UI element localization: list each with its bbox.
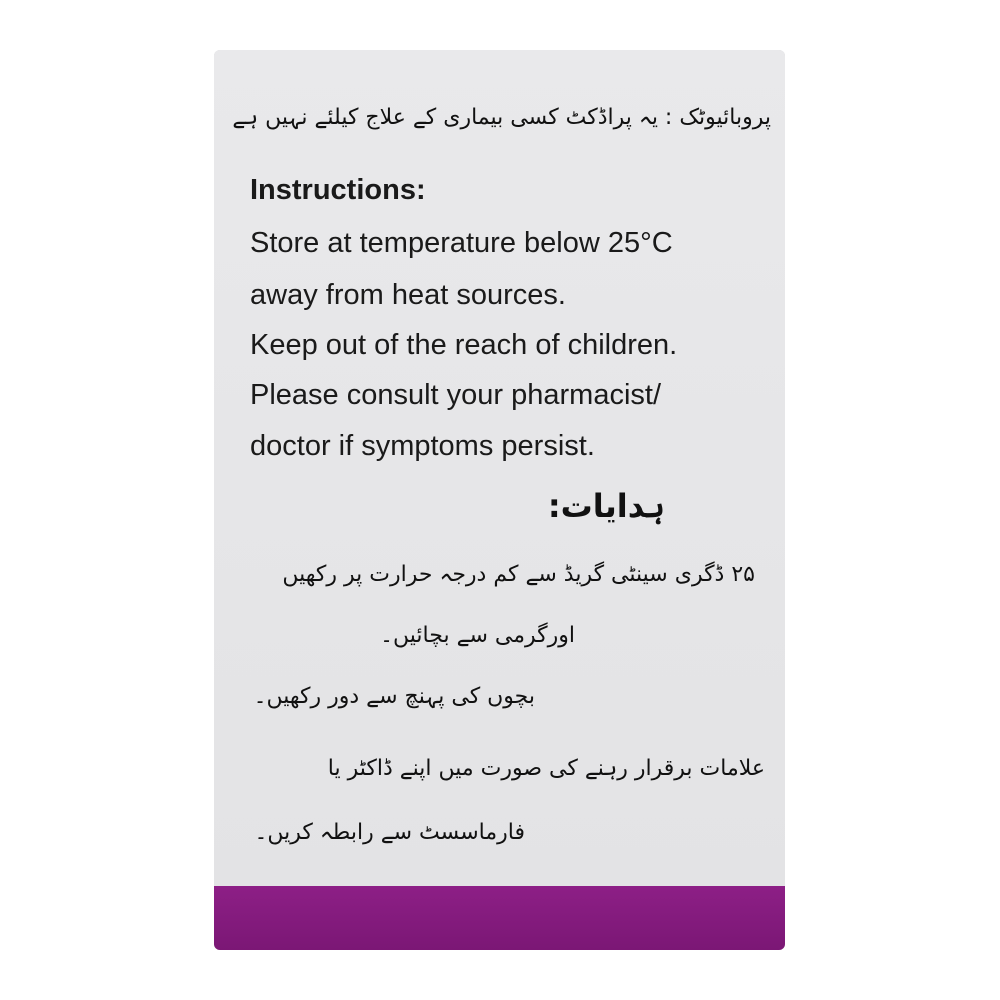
instructions-line: Please consult your pharmacist/ (250, 379, 662, 411)
urdu-instructions-line: علامات برقرار رہنے کی صورت میں اپنے ڈاکٹر یا (327, 756, 765, 781)
urdu-instructions-line: ۲۵ ڈگری سینٹی گریڈ سے کم درجہ حرارت پر رکھیں (282, 562, 755, 587)
urdu-instructions-line: اورگرمی سے بچائیں۔ (380, 623, 575, 648)
purple-color-band (214, 886, 785, 950)
instructions-line: Keep out of the reach of children. (250, 329, 678, 361)
urdu-instructions-line: بچوں کی پہنچ سے دور رکھیں۔ (253, 684, 535, 709)
instructions-heading: Instructions: (250, 174, 426, 206)
instructions-line: Store at temperature below 25°C (250, 227, 673, 259)
instructions-line: away from heat sources. (250, 279, 566, 311)
product-label-card (214, 50, 785, 950)
urdu-instructions-line: فارماسسٹ سے رابطہ کریں۔ (254, 820, 525, 845)
label-face (214, 50, 785, 886)
urdu-instructions-heading: ہدایات: (547, 487, 665, 525)
urdu-disclaimer-text: پروبائیوٹک : یہ پراڈکٹ کسی بیماری کے علاج کیلئے نہیں ہے (232, 105, 771, 130)
instructions-line: doctor if symptoms persist. (250, 430, 595, 462)
